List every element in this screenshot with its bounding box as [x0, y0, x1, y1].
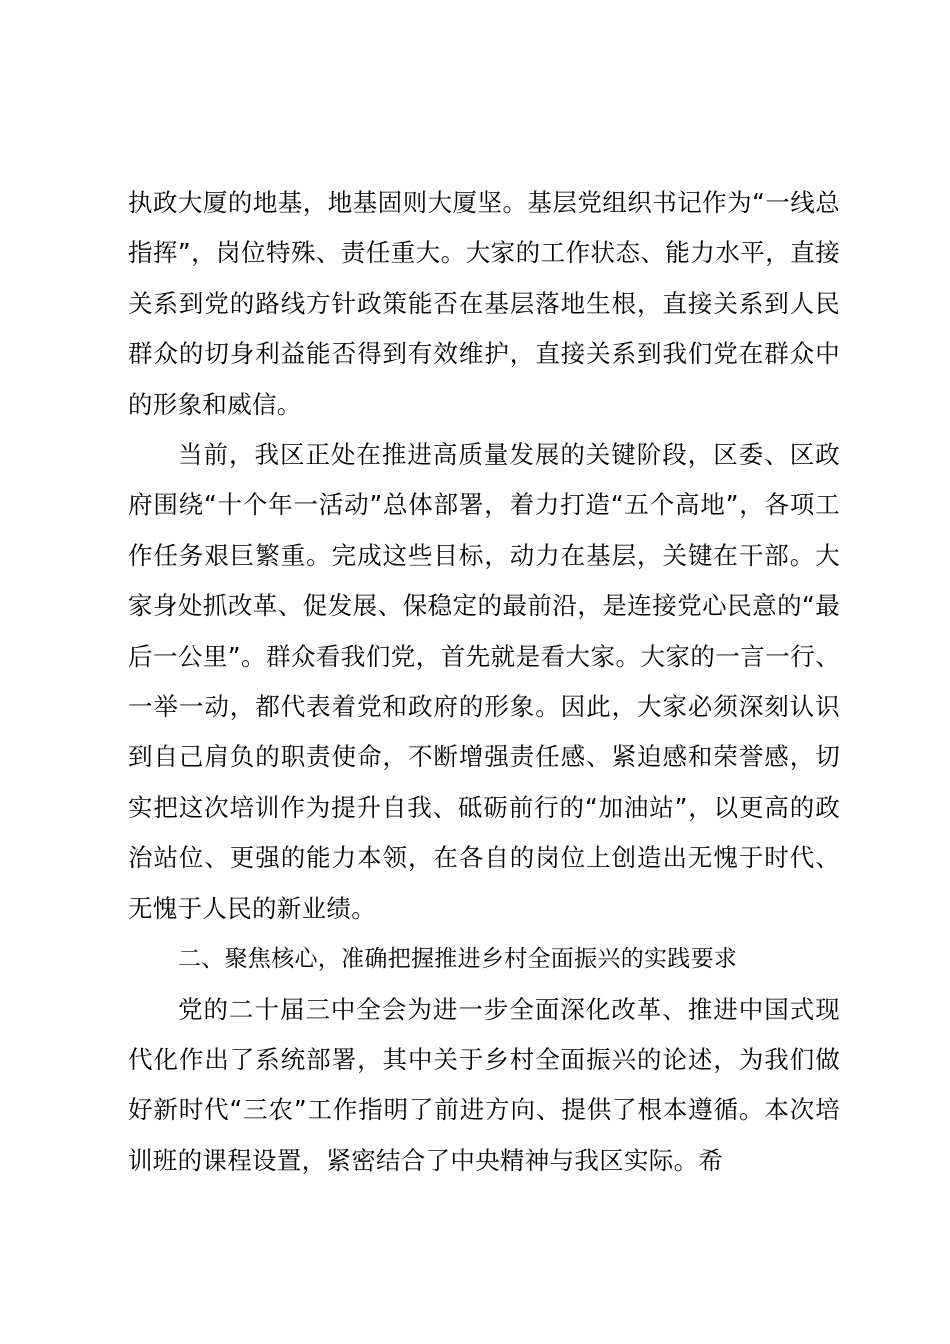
section-heading: 二、聚焦核心，准确把握推进乡村全面振兴的实践要求	[178, 946, 738, 973]
paragraph-current-situation: 当前，我区正处在推进高质量发展的关键阶段，区委、区政府围绕“十个年一活动”总体部署，着力打造“五个高地”，各项工作任务艰巨繁重。完成这些目标，动力在基层，关键在干部。大家身处抓改革、促发展、保稳定的最前沿，是连接党心民意的“最后一公里”。群众看我们党，首先就是看大家。大家的一言一行、一举一动，都代表着党和政府的形象。因此，大家必须深刻认识到自己肩负的职责使命，不断增强责任感、紧迫感和荣誉感，切实把这次培训作为提升自我、砥砺前行的“加油站”，以更高的政治站位、更强的能力本领，在各自的岗位上创造出无愧于时代、无愧于人民的新业绩。	[128, 440, 840, 923]
paragraph-continuation: 执政大厦的地基，地基固则大厦坚。基层党组织书记作为“一线总指挥”，岗位特殊、责任重大。大家的工作状态、能力水平，直接关系到党的路线方针政策能否在基层落地生根，直接关系到人民群众的切身利益能否得到有效维护，直接关系到我们党在群众中的形象和威信。	[128, 188, 840, 419]
paragraph-plenary-session: 党的二十届三中全会为进一步全面深化改革、推进中国式现代化作出了系统部署，其中关于乡村全面振兴的论述，为我们做好新时代“三农”工作指明了前进方向、提供了根本遵循。本次培训班的课程设置，紧密结合了中央精神与我区实际。希	[128, 994, 840, 1175]
